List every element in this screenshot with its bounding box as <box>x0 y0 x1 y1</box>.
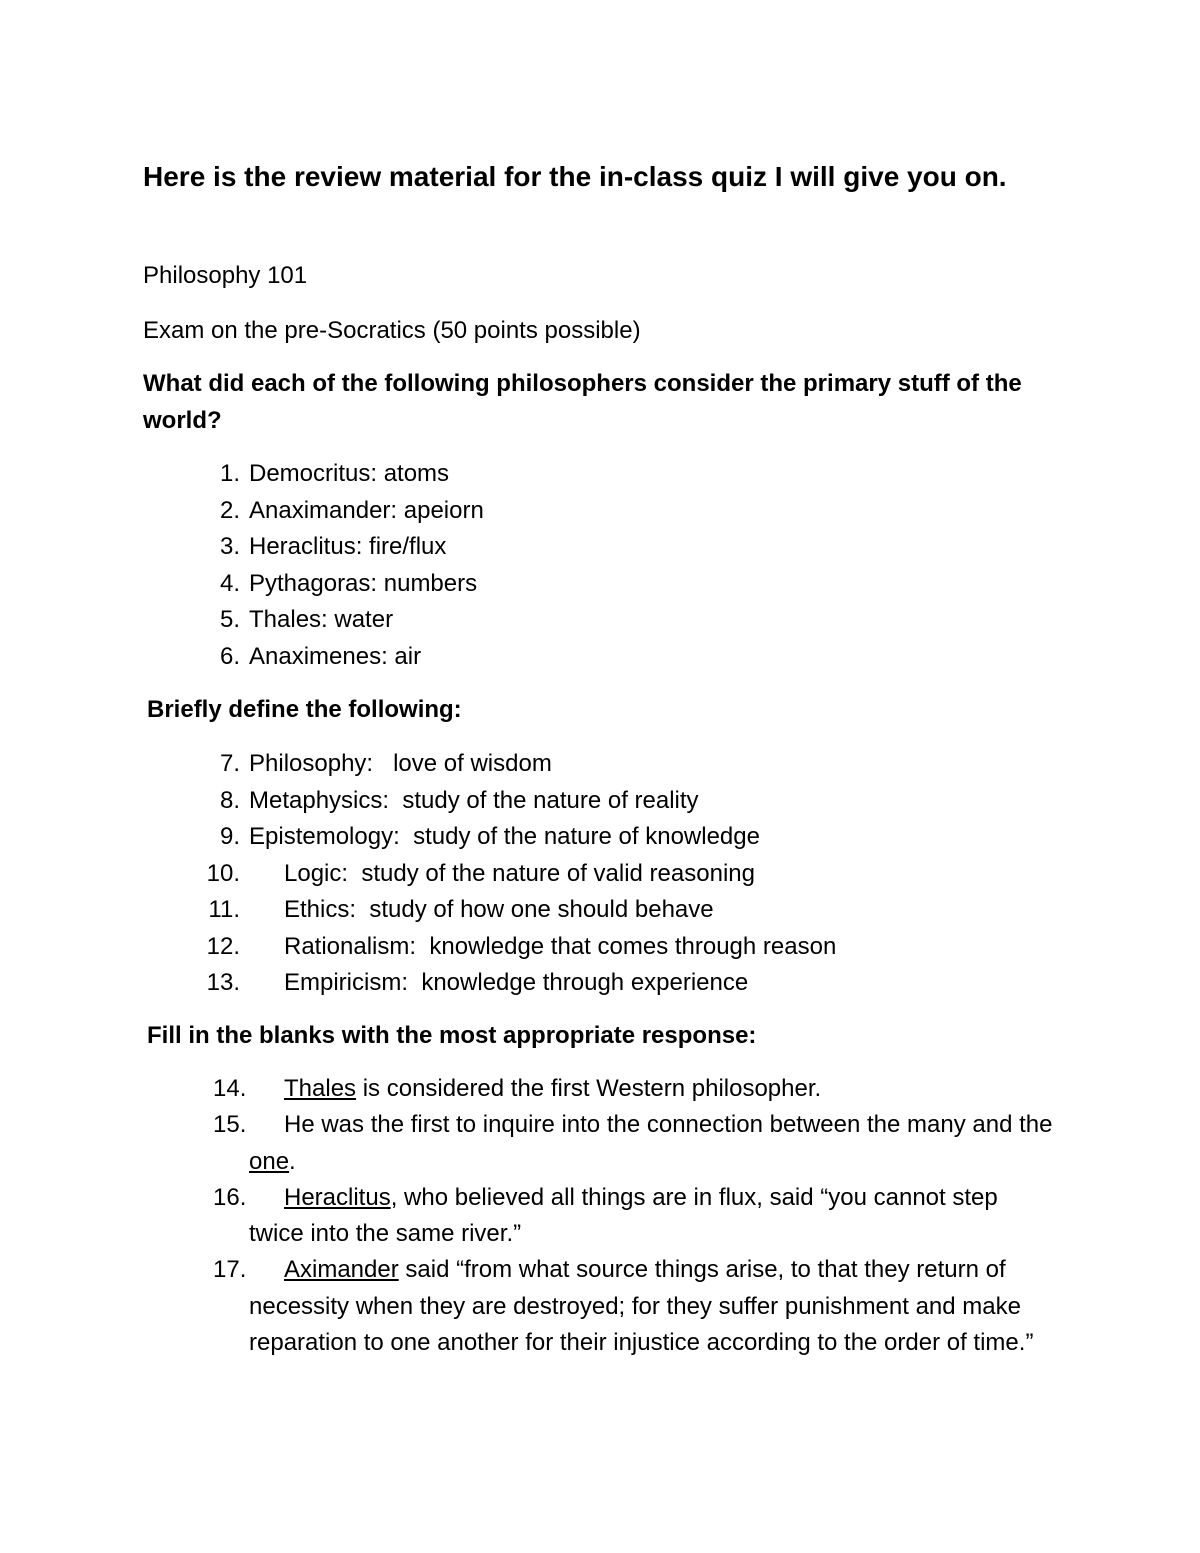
list-item-number: 6. <box>219 642 240 670</box>
list-item-text: Pythagoras: numbers <box>249 569 478 597</box>
section-heading-primary-stuff: What did each of the following philosophers consider the primary stuff of the world? <box>143 370 1022 434</box>
page-title: Here is the review material for the in-class quiz I will give you on. <box>143 161 1007 192</box>
list-item-number: 1. <box>219 460 240 487</box>
list-item <box>0 929 837 966</box>
list-item-number: 4. <box>219 569 240 597</box>
list-item <box>0 1252 1100 1361</box>
list-item-number: 15. <box>213 1111 247 1139</box>
list-item-text: Ethics: study of how one should behave <box>284 896 714 923</box>
list-item-number: 11. <box>208 896 240 923</box>
item-text-after: . <box>289 1147 296 1175</box>
section-heading-fill-in: Fill in the blanks with the most appropriate response: <box>147 1022 757 1049</box>
list-item-text: Anaximander: apeiorn <box>249 496 484 524</box>
list-item-number: 17. <box>213 1256 247 1284</box>
list-item-number: 3. <box>219 533 240 560</box>
list-item-text: Logic: study of the nature of valid reasoning <box>284 859 755 887</box>
list-item-text: Heraclitus: fire/flux <box>249 533 447 560</box>
list-item-number: 9. <box>219 823 240 850</box>
list-item-text: Empiricism: knowledge through experience <box>284 969 749 996</box>
fill-in-list <box>0 1071 1100 1361</box>
list-item-text: Anaximenes: air <box>249 642 422 670</box>
item-text-after: said “from what source things arise, to that they return of necessity when they are destroyed; for they suffer punishment and make reparation to one another for their injustice according to the order of time.” <box>249 1256 1034 1357</box>
list-item <box>0 965 749 1002</box>
item-text-after: , who believed all things are in flux, said “you cannot step twice into the same river.” <box>249 1183 998 1248</box>
list-item-text: Metaphysics: study of the nature of reality <box>249 786 699 814</box>
list-item <box>0 493 484 530</box>
list-item-number: 5. <box>219 606 240 633</box>
list-item-text <box>249 1252 1059 1361</box>
list-item <box>0 892 714 929</box>
exam-subtitle: Exam on the pre-Socratics (50 points possible) <box>143 317 641 344</box>
list-item <box>0 1071 1100 1107</box>
list-item-text: Rationalism: knowledge that comes through reason <box>284 932 837 960</box>
section-heading-definitions: Briefly define the following: <box>147 696 462 723</box>
list-item-text: Epistemology: study of the nature of knowledge <box>249 823 760 850</box>
list-item <box>0 856 755 893</box>
list-item-number: 14. <box>213 1075 247 1102</box>
list-item-text <box>249 1071 1059 1107</box>
list-item-number: 2. <box>219 496 240 524</box>
list-item <box>0 746 552 783</box>
answer-blank: one <box>249 1147 290 1175</box>
list-item <box>0 783 699 820</box>
list-item-text: Thales: water <box>249 606 394 633</box>
answer-blank: Aximander <box>284 1256 399 1284</box>
list-item-number: 7. <box>219 750 240 777</box>
definitions-list <box>0 746 837 1002</box>
list-item-number: 12. <box>206 932 240 960</box>
course-name: Philosophy 101 <box>143 262 308 289</box>
list-item <box>0 1180 1100 1253</box>
list-item <box>0 639 422 676</box>
list-item <box>0 602 394 639</box>
list-item-number: 10. <box>206 859 240 887</box>
list-item-number: 16. <box>213 1183 247 1211</box>
list-item <box>0 819 760 856</box>
list-item <box>0 566 478 603</box>
list-item-text: Philosophy: love of wisdom <box>249 750 552 777</box>
list-item-number: 8. <box>219 786 240 814</box>
item-text-before: He was the first to inquire into the connection between the many and the <box>284 1111 1053 1139</box>
list-item <box>0 529 447 566</box>
item-text-after: is considered the first Western philosopher. <box>356 1075 822 1102</box>
list-item-text: Democritus: atoms <box>249 460 450 487</box>
list-item <box>0 1107 1100 1180</box>
primary-stuff-list <box>0 456 484 675</box>
list-item <box>0 456 450 493</box>
list-item-text <box>249 1107 1059 1180</box>
list-item-text <box>249 1180 1059 1253</box>
answer-blank: Heraclitus <box>284 1183 391 1211</box>
list-item-number: 13. <box>206 969 240 996</box>
answer-blank: Thales <box>284 1075 357 1102</box>
